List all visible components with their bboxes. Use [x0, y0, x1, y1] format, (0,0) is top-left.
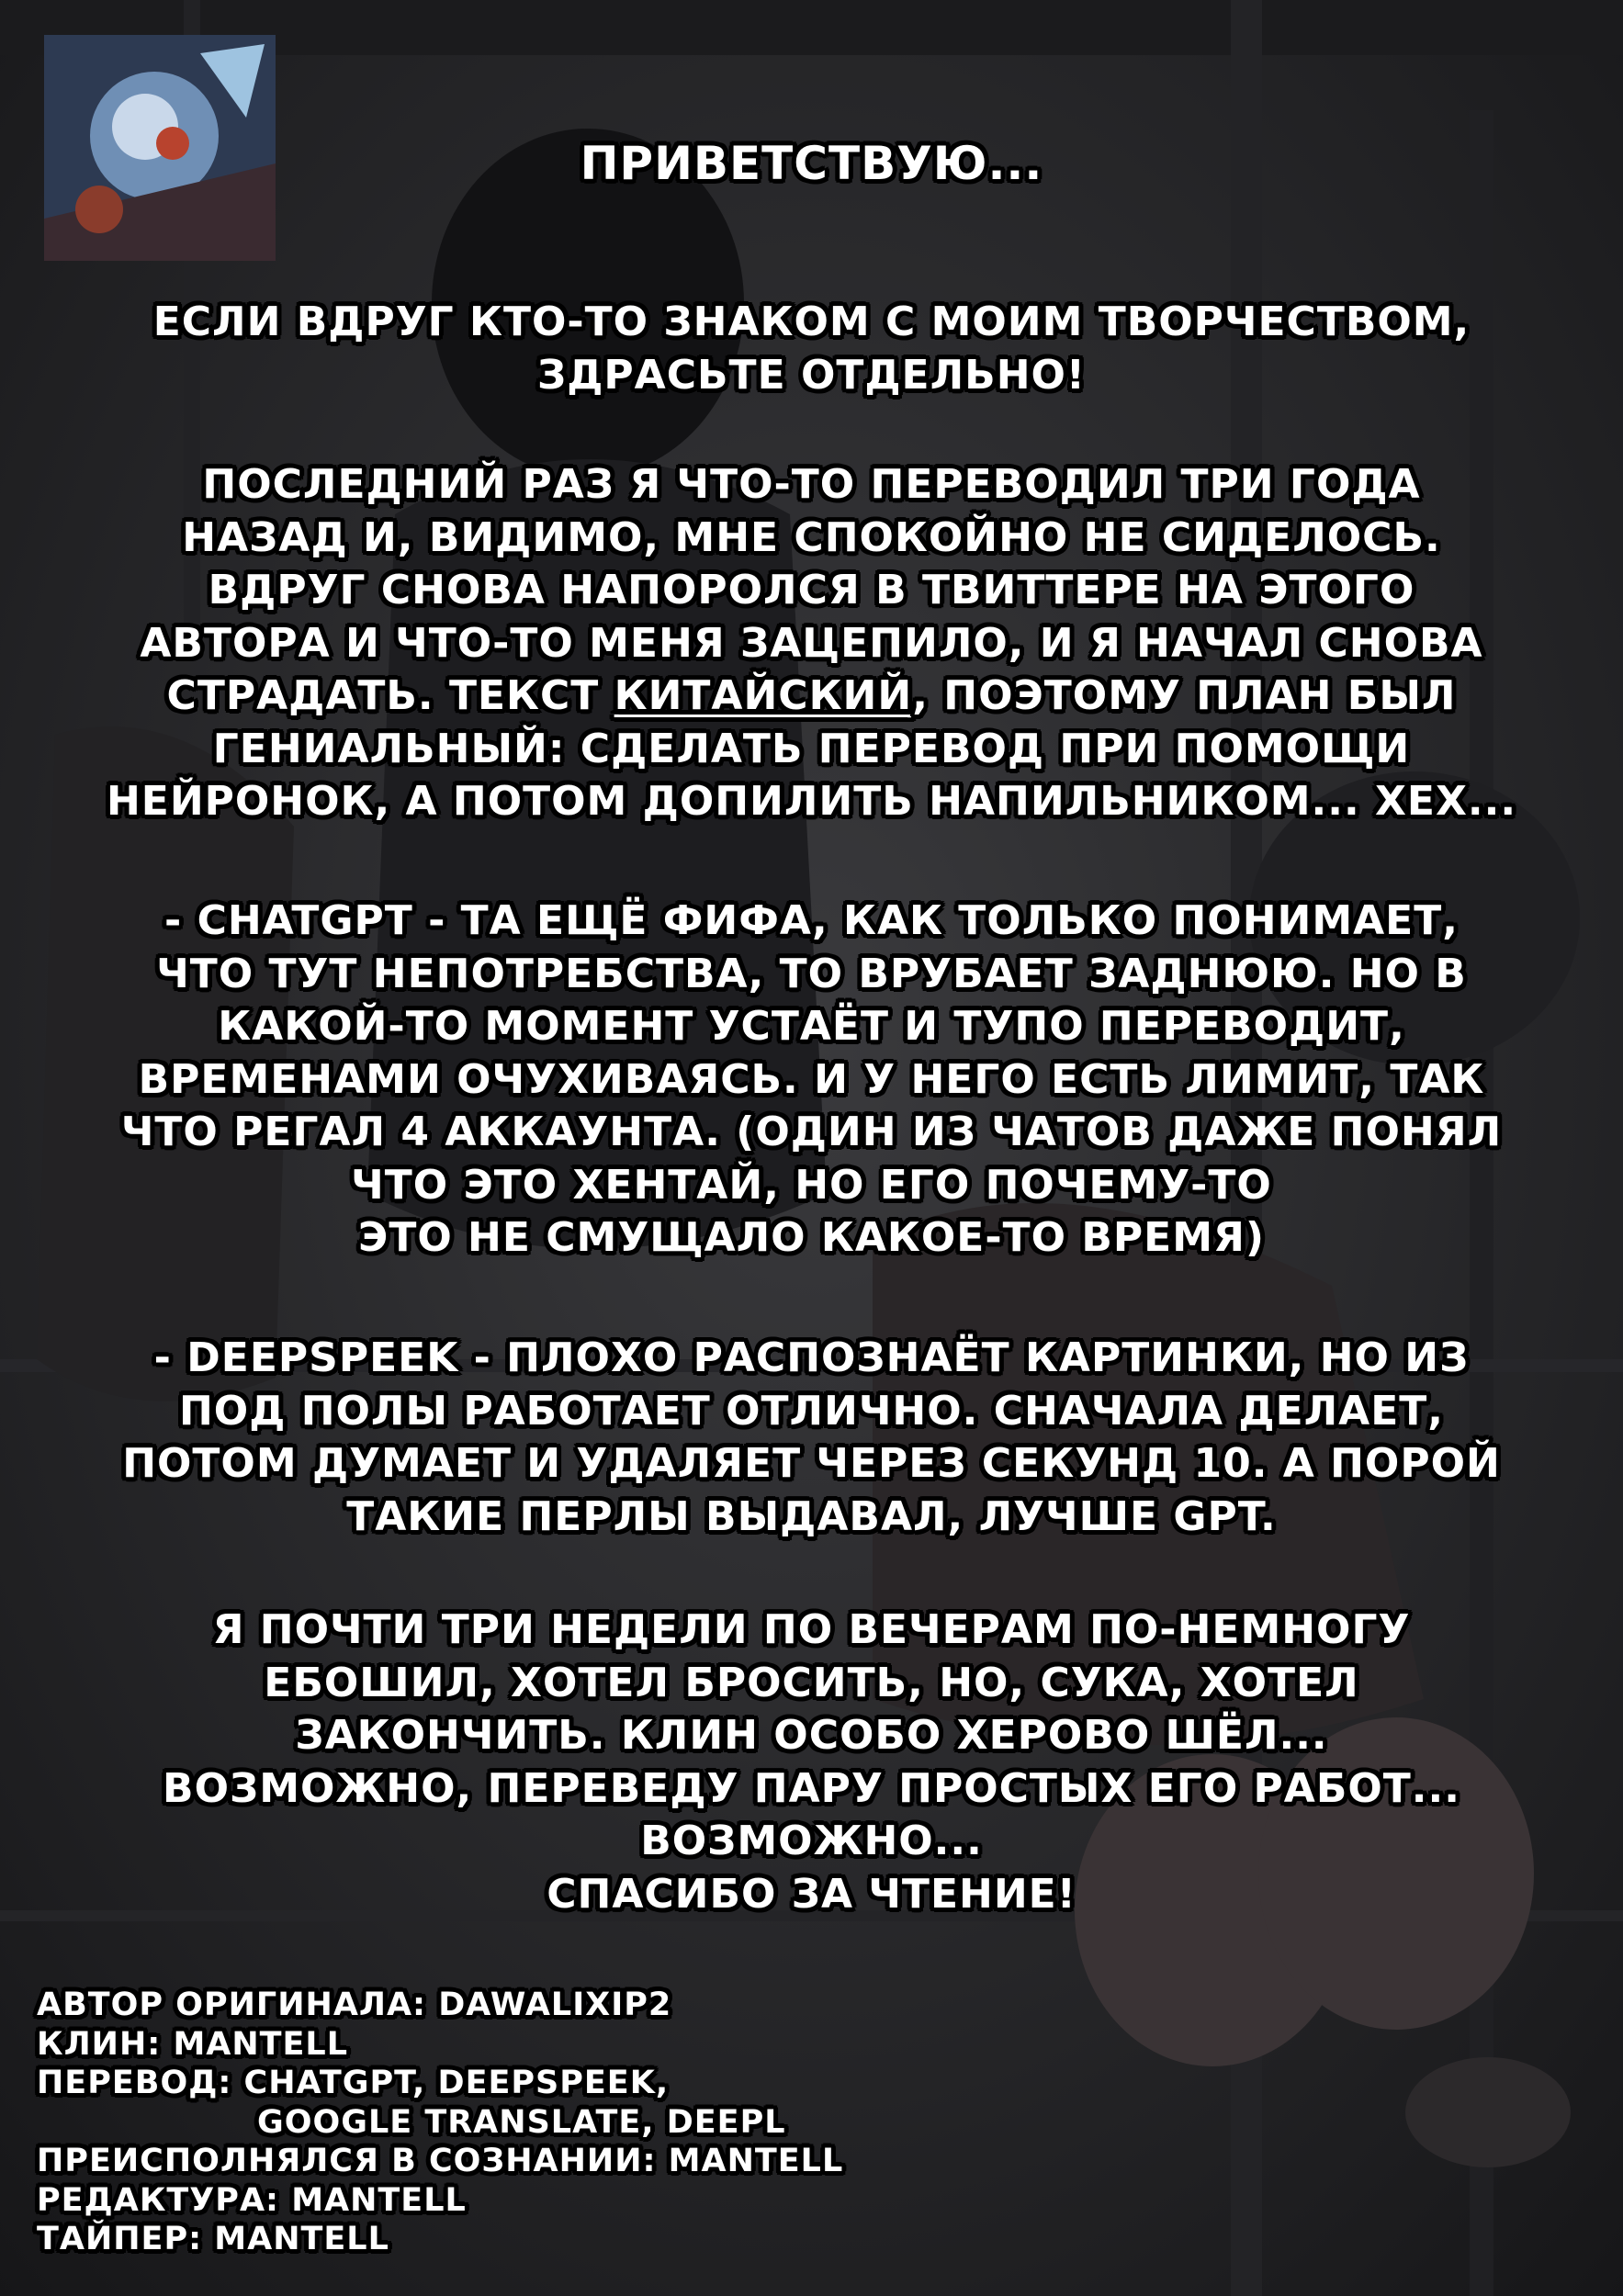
text-line: ВДРУГ СНОВА НАПОРОЛСЯ В ТВИТТЕРЕ НА ЭТОГО — [208, 567, 1415, 613]
paragraph-greeting — [0, 296, 1623, 401]
text-line: КАКОЙ-ТО МОМЕНТ УСТАЁТ И ТУПО ПЕРЕВОДИТ, — [218, 1003, 1405, 1050]
credit-line: РЕДАКТУРА: MANTELL — [37, 2181, 467, 2219]
text-line: Я ПОЧТИ ТРИ НЕДЕЛИ ПО ВЕЧЕРАМ ПО-НЕМНОГУ — [212, 1606, 1411, 1653]
text-line: ПОД ПОЛЫ РАБОТАЕТ ОТЛИЧНО. СНАЧАЛА ДЕЛАЕТ, — [178, 1387, 1445, 1435]
text-line: ЗАКОНЧИТЬ. КЛИН ОСОБО ХЕРОВО ШЁЛ... — [295, 1712, 1328, 1759]
text-fragment: СТРАДАТЬ. ТЕКСТ — [166, 672, 614, 719]
text-line: - CHATGPT - ТА ЕЩЁ ФИФА, КАК ТОЛЬКО ПОНИМАЕТ, — [164, 897, 1459, 944]
text-fragment: , ПОЭТОМУ ПЛАН БЫЛ — [912, 672, 1457, 719]
text-line-with-underline — [0, 670, 1623, 723]
paragraph-closing — [0, 1604, 1623, 1920]
page-title: ПРИВЕТСТВУЮ... — [580, 137, 1043, 190]
credit-line: ПРЕИСПОЛНЯЛСЯ В СОЗНАНИИ: MANTELL — [37, 2143, 844, 2179]
text-line: НАЗАД И, ВИДИМО, МНЕ СПОКОЙНО НЕ СИДЕЛОСЬ. — [182, 513, 1441, 561]
paragraph-chatgpt — [0, 895, 1623, 1265]
text-line: ЕБОШИЛ, ХОТЕЛ БРОСИТЬ, НО, СУКА, ХОТЕЛ — [264, 1659, 1359, 1706]
paragraph-intro — [0, 458, 1623, 828]
credits-block — [37, 1986, 843, 2259]
text-line: ЧТО ТУТ НЕПОТРЕБСТВА, ТО ВРУБАЕТ ЗАДНЮЮ. НО В — [156, 950, 1467, 997]
text-line: НЕЙРОНОК, А ПОТОМ ДОПИЛИТЬ НАПИЛЬНИКОМ... ХЕХ... — [106, 778, 1517, 825]
text-line: ПОСЛЕДНИЙ РАЗ Я ЧТО-ТО ПЕРЕВОДИЛ ТРИ ГОДА — [202, 461, 1421, 508]
credit-line: GOOGLE TRANSLATE, DEEPL — [257, 2103, 786, 2141]
text-line: ЭТО НЕ СМУЩАЛО КАКОЕ-ТО ВРЕМЯ) — [358, 1214, 1265, 1261]
text-line: - DEEPSPEEK - ПЛОХО РАСПОЗНАЁТ КАРТИНКИ, НО ИЗ — [153, 1334, 1470, 1381]
text-line: АВТОРА И ЧТО-ТО МЕНЯ ЗАЦЕПИЛО, И Я НАЧАЛ СНОВА — [140, 619, 1483, 667]
text-line: СПАСИБО ЗА ЧТЕНИЕ! — [547, 1870, 1076, 1918]
credit-line: ТАЙПЕР: MANTELL — [37, 2221, 389, 2257]
text-line: ВОЗМОЖНО, ПЕРЕВЕДУ ПАРУ ПРОСТЫХ ЕГО РАБОТ... — [163, 1764, 1460, 1812]
text-line: ЗДРАСЬТЕ ОТДЕЛЬНО! — [536, 351, 1086, 399]
text-line: ЕСЛИ ВДРУГ КТО-ТО ЗНАКОМ С МОИМ ТВОРЧЕСТВОМ, — [152, 298, 1471, 345]
credit-line: КЛИН: MANTELL — [37, 2025, 349, 2063]
text-line: ПОТОМ ДУМАЕТ И УДАЛЯЕТ ЧЕРЕЗ СЕКУНД 10. А ПОРОЙ — [122, 1440, 1501, 1487]
paragraph-deepspeek — [0, 1332, 1623, 1543]
credit-line: АВТОР ОРИГИНАЛА: DAWALIXIP2 — [37, 1986, 672, 2023]
underlined-word: КИТАЙСКИЙ — [614, 672, 913, 719]
text-line: ГЕНИАЛЬНЫЙ: СДЕЛАТЬ ПЕРЕВОД ПРИ ПОМОЩИ — [212, 725, 1411, 772]
credit-line: ПЕРЕВОД: CHATGPT, DEEPSPEEK, — [37, 2065, 670, 2101]
text-line: ВРЕМЕНАМИ ОЧУХИВАЯСЬ. И У НЕГО ЕСТЬ ЛИМИТ, ТАК — [138, 1055, 1485, 1103]
text-line: ТАКИЕ ПЕРЛЫ ВЫДАВАЛ, ЛУЧШЕ GPT. — [346, 1492, 1277, 1540]
text-line: ЧТО РЕГАЛ 4 АККАУНТА. (ОДИН ИЗ ЧАТОВ ДАЖЕ ПОНЯЛ — [120, 1109, 1503, 1155]
text-line: ВОЗМОЖНО... — [640, 1818, 983, 1864]
text-line: ЧТО ЭТО ХЕНТАЙ, НО ЕГО ПОЧЕМУ-ТО — [351, 1161, 1272, 1209]
